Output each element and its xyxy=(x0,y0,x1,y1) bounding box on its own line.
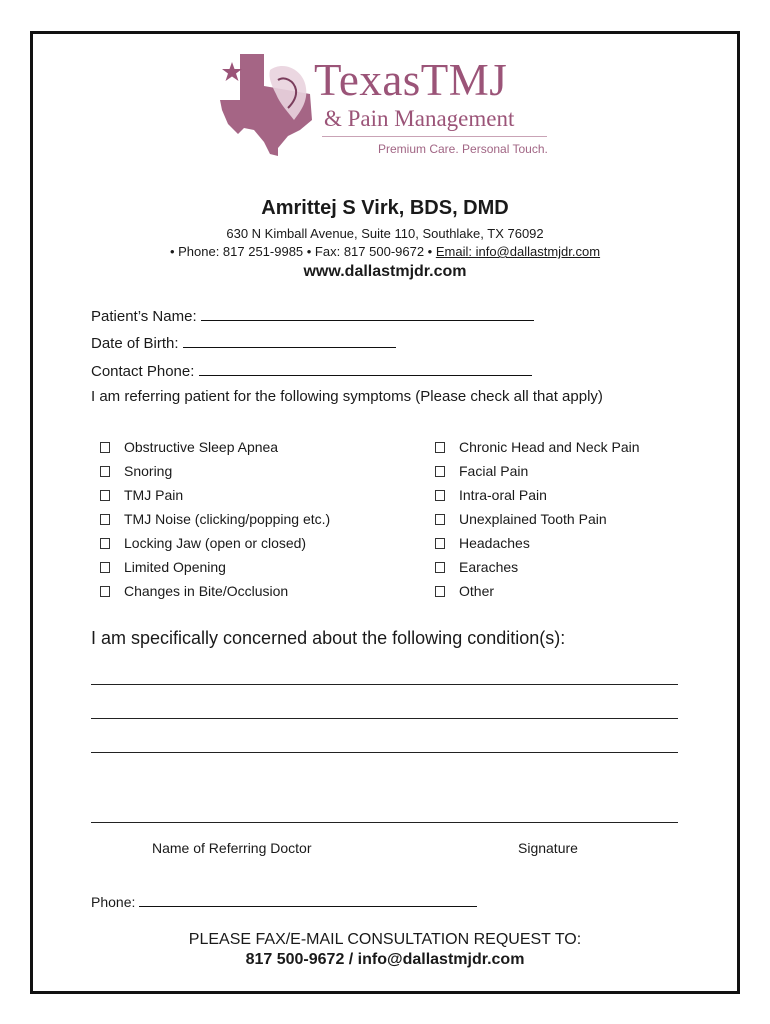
doctor-name: Amrittej S Virk, BDS, DMD xyxy=(261,197,509,219)
contact-phone-label: Contact Phone: xyxy=(91,363,195,380)
symptom-label: Intra-oral Pain xyxy=(459,487,547,503)
symptom-checkbox[interactable] xyxy=(435,511,607,527)
symptom-checkbox[interactable] xyxy=(435,463,528,479)
texas-map-icon xyxy=(218,50,318,158)
patient-name-field[interactable] xyxy=(201,305,534,321)
symptom-label: Earaches xyxy=(459,559,519,575)
checkbox-icon[interactable] xyxy=(100,538,110,549)
symptom-label: Headaches xyxy=(459,535,530,551)
dob-field[interactable] xyxy=(183,332,396,348)
brand-name: TexasTMJ xyxy=(314,55,508,105)
checkbox-icon[interactable] xyxy=(435,538,445,549)
checkbox-icon[interactable] xyxy=(100,586,110,597)
symptom-checkbox[interactable] xyxy=(100,559,226,575)
phone-fax-text: • Phone: 817 251-9985 • Fax: 817 500-9672 • xyxy=(169,244,433,259)
symptom-checkbox[interactable] xyxy=(435,439,640,455)
phone-row xyxy=(91,891,477,910)
symptom-checkbox[interactable] xyxy=(100,583,288,599)
checkbox-icon[interactable] xyxy=(100,442,110,453)
checkbox-icon[interactable] xyxy=(435,466,445,477)
symptom-label: Obstructive Sleep Apnea xyxy=(124,439,279,455)
checkbox-icon[interactable] xyxy=(435,586,445,597)
checkbox-icon[interactable] xyxy=(435,514,445,525)
referring-doctor-label: Name of Referring Doctor xyxy=(152,840,312,856)
symptom-checkbox[interactable] xyxy=(100,463,172,479)
symptom-checkbox[interactable] xyxy=(100,535,306,551)
concern-line[interactable] xyxy=(91,718,678,719)
clinic-logo xyxy=(218,50,558,160)
brand-divider xyxy=(322,136,547,137)
checkbox-icon[interactable] xyxy=(100,514,110,525)
brand-tagline: Premium Care. Personal Touch. xyxy=(378,142,548,156)
symptom-label: Unexplained Tooth Pain xyxy=(459,511,607,527)
checkbox-icon[interactable] xyxy=(100,466,110,477)
phone-label: Phone: xyxy=(91,894,136,910)
symptom-checkbox[interactable] xyxy=(435,487,547,503)
doctor-contact xyxy=(30,244,740,259)
website-text: www.dallastmjdr.com xyxy=(303,263,467,280)
footer-instruction: PLEASE FAX/E-MAIL CONSULTATION REQUEST TO: xyxy=(188,931,582,948)
email-link[interactable]: Email: info@dallastmjdr.com xyxy=(435,244,601,259)
symptom-label: Facial Pain xyxy=(459,463,529,479)
concern-line[interactable] xyxy=(91,752,678,753)
patient-name-label: Patient’s Name: xyxy=(91,308,197,325)
symptom-checkbox[interactable] xyxy=(435,535,530,551)
symptom-checkbox[interactable] xyxy=(100,439,278,455)
symptom-checkbox[interactable] xyxy=(100,511,330,527)
doctor-address: 630 N Kimball Avenue, Suite 110, Southlake, TX 76092 xyxy=(226,226,544,241)
symptom-checkbox[interactable] xyxy=(435,559,518,575)
symptom-label: Other xyxy=(459,583,495,599)
signature-line[interactable] xyxy=(91,822,678,823)
dob-label: Date of Birth: xyxy=(91,335,179,352)
contact-phone-field[interactable] xyxy=(199,360,532,376)
brand-subtitle: & Pain Management xyxy=(324,106,515,131)
symptom-label: TMJ Pain xyxy=(124,487,184,503)
symptom-label: Snoring xyxy=(124,463,173,479)
contact-phone-row xyxy=(91,360,532,380)
signature-label: Signature xyxy=(518,840,578,856)
checkbox-icon[interactable] xyxy=(100,562,110,573)
symptom-checkbox[interactable] xyxy=(435,583,494,599)
symptom-checkbox[interactable] xyxy=(100,487,183,503)
concern-heading: I am specifically concerned about the following condition(s): xyxy=(91,628,566,648)
checkbox-icon[interactable] xyxy=(435,442,445,453)
checkbox-icon[interactable] xyxy=(435,562,445,573)
symptoms-instruction: I am referring patient for the following symptoms (Please check all that apply) xyxy=(91,388,603,405)
patient-name-row xyxy=(91,305,534,325)
dob-row xyxy=(91,332,396,352)
symptom-label: Locking Jaw (open or closed) xyxy=(124,535,307,551)
footer-contact: 817 500-9672 / info@dallastmjdr.com xyxy=(245,951,525,968)
checkbox-icon[interactable] xyxy=(100,490,110,501)
symptom-label: Chronic Head and Neck Pain xyxy=(459,439,640,455)
symptom-label: Limited Opening xyxy=(124,559,226,575)
phone-field[interactable] xyxy=(139,891,477,907)
concern-line[interactable] xyxy=(91,684,678,685)
checkbox-icon[interactable] xyxy=(435,490,445,501)
symptom-label: Changes in Bite/Occlusion xyxy=(124,583,289,599)
symptom-label: TMJ Noise (clicking/popping etc.) xyxy=(124,511,331,527)
